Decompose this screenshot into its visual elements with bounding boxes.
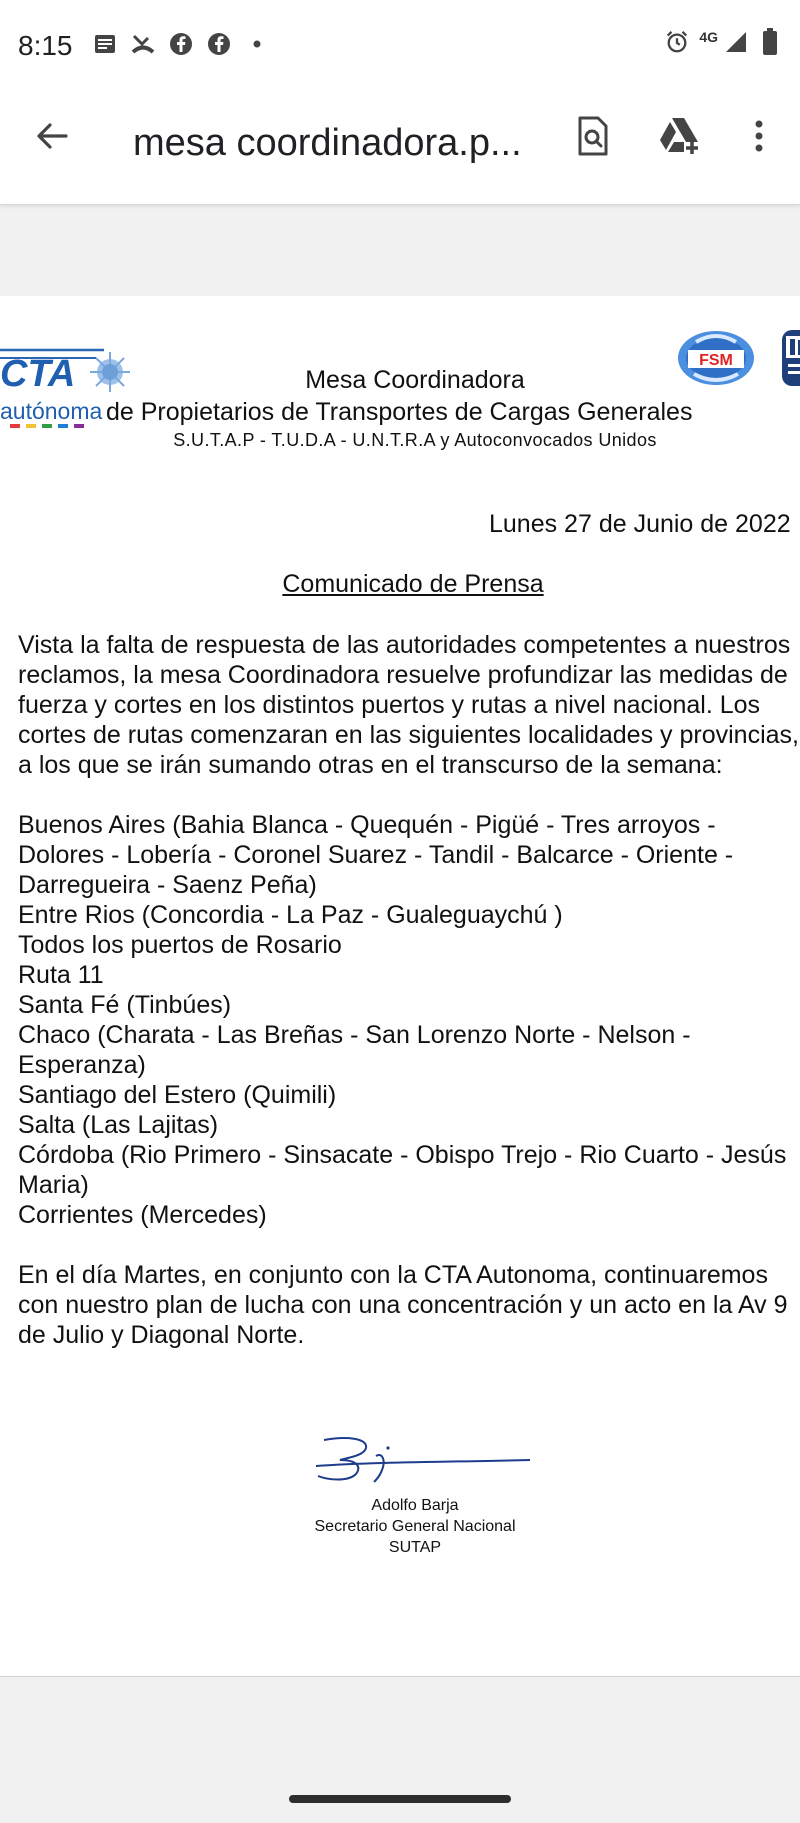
gesture-nav-bar[interactable] [289,1795,511,1803]
news-icon [93,32,117,56]
signal-icon [724,30,748,54]
header-line-2: de Propietarios de Transportes de Cargas Generales [106,398,693,426]
location-item: Chaco (Charata - Las Breñas - San Lorenzo Norte - Nelson - Esperanza) [18,1021,691,1079]
location-item: Buenos Aires (Bahia Blanca - Quequén - Pigüé - Tres arroyos - Dolores - Lobería - Coronel Suarez - Tandil - Balcarce - Oriente - Darregueira - Saenz Peña) [18,811,734,899]
paragraph-intro: Vista la falta de respuesta de las autoridades competentes a nuestros reclamos, la mesa Coordinadora resuelve profundizar las medidas de fuerza y cortes en los distintos puertos y rutas a nivel nacional. Los cortes de rutas comenzaran en las siguientes localidades y provincias, a los que se irán sumando otras en el transcurso de la semana: [18,631,799,779]
document-body [18,630,800,1350]
header-line-1: Mesa Coordinadora [305,366,525,394]
logo-left-text: autónoma [0,398,103,424]
app-bar [0,82,800,205]
signature-image [316,1436,536,1486]
paragraph-closing: En el día Martes, en conjunto con la CTA Autonoma, continuaremos con nuestro plan de lucha con una concentración y un acto en la Av 9 de Julio y Diagonal Norte. [18,1261,788,1349]
logo-right-text: FSM [699,352,733,369]
location-item: Corrientes (Mercedes) [18,1201,267,1229]
facebook-icon [169,32,193,56]
more-vert-icon[interactable] [737,114,781,158]
find-in-page-icon[interactable] [571,114,615,158]
document-date: Lunes 27 de Junio de 2022 [489,510,791,538]
location-item: Córdoba (Rio Primero - Sinsacate - Obispo Trejo - Rio Cuarto - Jesús Maria) [18,1141,787,1199]
svg-text:CTA: CTA [0,353,76,395]
location-item: Santiago del Estero (Quimili) [18,1081,337,1109]
document-subject: Comunicado de Prensa [282,570,544,598]
location-item: Ruta 11 [18,961,104,989]
alarm-icon [665,30,689,54]
dot-icon [245,32,269,56]
location-item: Santa Fé (Tinbúes) [18,991,232,1019]
notification-icons [93,32,269,56]
location-item: Todos los puertos de Rosario [18,931,342,959]
add-to-drive-icon[interactable] [658,114,702,158]
document-title: mesa coordinadora.p... [133,122,522,164]
status-right [665,30,782,54]
location-item: Salta (Las Lajitas) [18,1111,219,1139]
header-line-3: S.U.T.A.P - T.U.D.A - U.N.T.R.A y Autoconvocados Unidos [173,430,657,450]
signer-org: SUTAP [388,1539,442,1556]
facebook-icon [207,32,231,56]
status-time: 8:15 [18,30,73,61]
status-bar [0,0,800,82]
battery-icon [758,30,782,54]
location-item: Entre Rios (Concordia - La Paz - Gualeguaychú ) [18,901,563,929]
signer-name: Adolfo Barja [371,1497,459,1514]
call-missed-icon [131,32,155,56]
signer-title: Secretario General Nacional [314,1518,516,1535]
back-arrow-icon[interactable] [32,116,72,156]
network-type: 4G [699,29,718,45]
pdf-page[interactable] [0,296,800,1677]
